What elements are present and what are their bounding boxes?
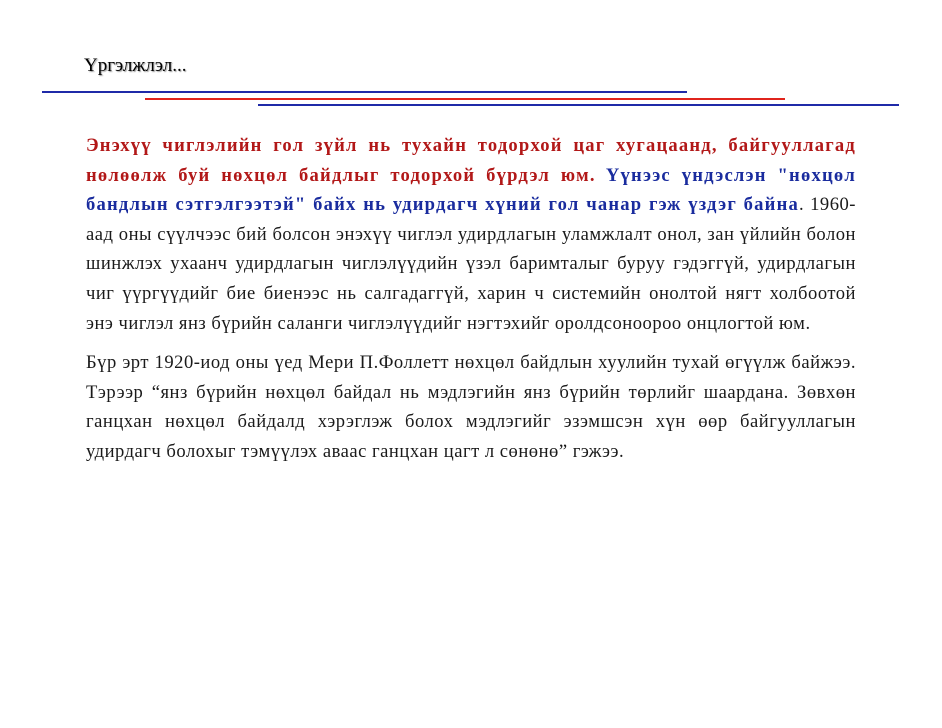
header-rule-blue-right — [258, 104, 899, 106]
paragraph-2: Бүр эрт 1920-иод оны үед Мери П.Фоллетт нөхцөл байдлын хуулийн тухай өгүүлж байжээ. Тэрээр “янз бүрийн нөхцөл байдал нь мэдлэгийн янз бүрийн төрлийг шаардана. Зөвхөн ганцхан нөхцөл байдалд хэрэглэж болох мэдлэгийг эзэмшсэн хүн өөр байгууллагын удирдагч болохыг тэмүүлэх аваас ганцхан цагт л сөнөнө” гэжээ. — [86, 352, 856, 462]
paragraph-1-highlight-blue: Үүнээс үндэслэн "нөхцөл бандлын сэтгэлгээтэй" байх нь удирдагч хүний гол чанар гэж үздэг байна — [86, 164, 856, 216]
paragraph-1-highlight-red: Энэхүү чиглэлийн гол зүйл нь тухайн тодорхой цаг хугацаанд, байгууллагад нөлөөлж буй нөхцөл байдлыг тодорхой бүрдэл юм. — [86, 135, 856, 186]
body-text — [86, 131, 856, 467]
header-rule-red — [145, 98, 785, 100]
slide-title: Үргэлжлэл... — [84, 55, 187, 76]
header-rule-blue-left — [42, 91, 687, 93]
paragraph-1-plain: . 1960-аад оны сүүлчээс бий болсон энэхүү чиглэл удирдлагын уламжлалт онол, зан үйлийн болон шинжлэх ухаанч удирдлагын чиглэлүүдийн үзэл баримталыг буруу гэдэггүй, удирдлагын чиг үүргүүдийг бие биенээс нь салгадаггүй, харин ч системийн онолтой нягт холбоотой энэ чиглэл янз бүрийн саланги чиглэлүүдийг нэгтэхийг оролдсоноороо онцлогтой юм. — [86, 194, 856, 334]
paragraph-1 — [86, 131, 856, 338]
